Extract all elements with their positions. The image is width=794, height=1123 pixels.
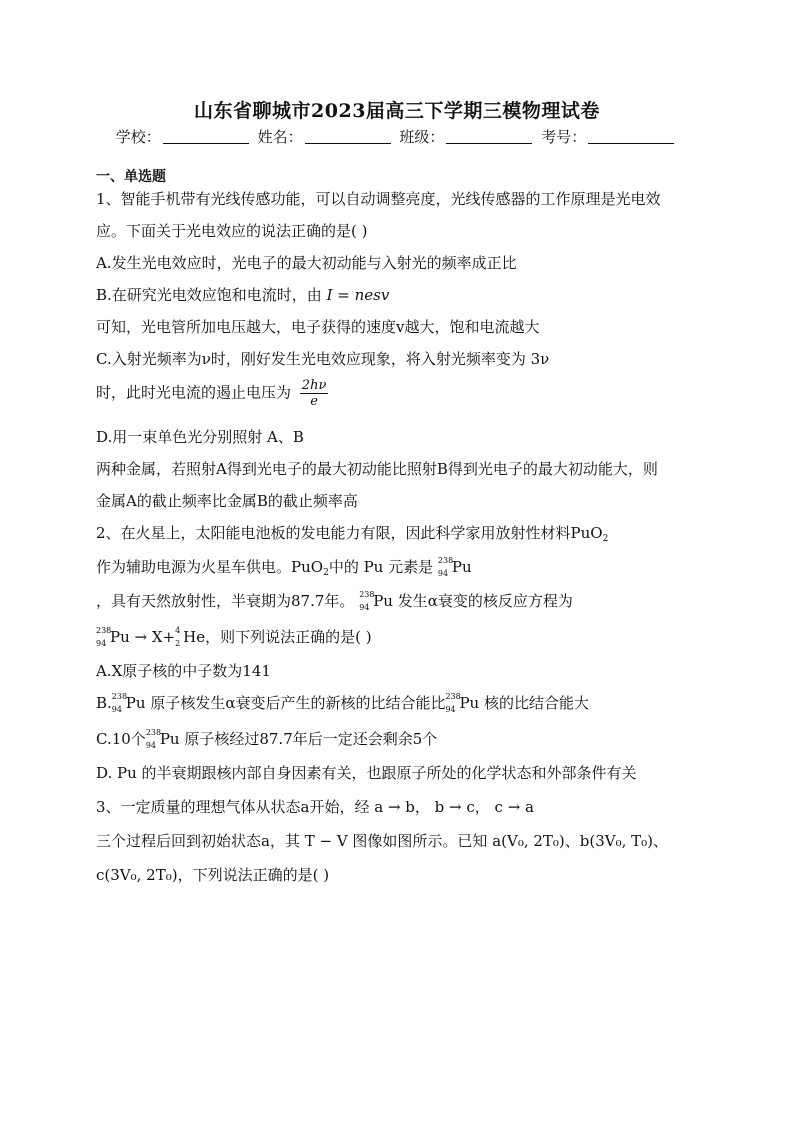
q2-stem-text: ，则下列说法正确的是( ) [205,628,372,646]
q1-option-b [96,284,389,305]
q2-option-b [96,692,589,714]
class-blank[interactable] [446,129,532,144]
q1-option-b-cont: 可知，光电管所加电压越大，电子获得的速度v越大，饱和电流越大 [96,318,540,336]
q1-stem-line2: 应。下面关于光电效应的说法正确的是( ) [96,222,368,240]
q2-stem-text: 2、在火星上，太阳能电池板的发电能力有限，因此科学家用放射性材料 [96,524,571,542]
option-text: C.10个 [96,730,146,748]
option-text: Pu 核的比结合能大 [459,694,589,712]
q2-option-d: D. Pu 的半衰期跟核内部自身因素有关，也跟原子所处的化学状态和外部条件有关 [96,764,637,782]
q2-stem-text: Pu 发生α衰变的核反应方程为 [373,592,573,610]
student-info-row [0,126,794,147]
q3-stem-line3: c(3V₀, 2T₀)，下列说法正确的是( ) [96,866,330,884]
fraction-numerator: 2hν [301,378,327,393]
atomic-number: 94 [145,741,156,750]
pu238-nuclide [145,728,162,750]
pu238-nuclide [437,556,454,578]
puo2-formula: PuO [291,558,324,576]
atomic-number: 94 [96,639,107,648]
mass-number: 238 [445,692,461,701]
exam-number-label: 考号： [541,128,587,146]
puo2-formula: PuO [570,524,603,542]
q1-option-b-text: B.在研究光电效应饱和电流时，由 [96,286,322,304]
pu-symbol: Pu [451,558,472,576]
pu238-nuclide [111,692,128,714]
section-heading: 一、单选题 [96,169,166,185]
option-label: B. [96,694,112,712]
option-text: Pu 原子核经过87.7年后一定还会剩余5个 [159,730,438,748]
school-blank[interactable] [163,129,249,144]
q2-equation-line [96,626,372,648]
q1-option-b-formula: I = nesv [326,286,390,304]
option-text: Pu 原子核发生α衰变后产生的新核的比结合能比 [125,694,446,712]
subscript-2: 2 [602,534,609,544]
he4-nuclide [175,626,183,648]
exam-number-blank[interactable] [588,129,674,144]
mass-number: 238 [145,728,162,737]
mass-number: 4 [175,626,181,635]
mass-number: 238 [437,556,454,565]
atomic-number: 94 [437,569,449,578]
school-label: 学校： [115,128,161,146]
fraction-denominator: e [310,394,318,409]
q1-option-a: A.发生光电效应时，光电子的最大初动能与入射光的频率成正比 [96,254,517,272]
q2-stem-text: 中的 Pu 元素是 [328,558,434,576]
mass-number: 238 [359,590,375,599]
q1-option-c-fraction [300,378,329,409]
subscript-2: 2 [323,568,329,578]
atomic-number: 94 [359,603,370,612]
q1-option-d: D.用一束单色光分别照射 A、B [96,428,304,446]
q2-stem-line1 [96,522,608,544]
atomic-number: 2 [175,639,181,648]
pu238-nuclide [445,692,461,714]
q2-stem-text: ，具有天然放射性，半衰期为87.7年。 [96,592,355,610]
exam-title: 山东省聊城市2023届高三下学期三模物理试卷 [194,100,600,122]
q2-stem-line2 [96,556,472,578]
mass-number: 238 [96,626,112,635]
decay-equation: Pu → X+ [110,628,176,646]
q1-option-d-cont1: 两种金属，若照射A得到光电子的最大初动能比照射B得到光电子的最大初动能大，则 [96,460,658,478]
he-symbol: He [183,628,206,646]
q2-stem-line3 [96,590,573,612]
pu238-nuclide [96,626,112,648]
q1-option-c-text: 时，此时光电流的遏止电压为 [96,383,292,402]
q3-stem-line2: 三个过程后回到初始状态a，其 T − V 图像如图所示。已知 a(V₀, 2T₀)、b(3V₀, T₀)、 [96,832,669,850]
class-label: 班级： [399,128,445,146]
name-label: 姓名： [257,128,303,146]
name-blank[interactable] [305,129,391,144]
q1-option-c-cont [96,378,328,409]
q2-option-a: A.X原子核的中子数为141 [96,662,271,680]
atomic-number: 94 [445,705,456,714]
q1-option-c: C.入射光频率为ν时，刚好发生光电效应现象，将入射光频率变为 3ν [96,350,550,368]
pu238-nuclide [359,590,375,612]
q2-option-c [96,728,437,750]
mass-number: 238 [111,692,128,701]
q1-option-d-cont2: 金属A的截止频率比金属B的截止频率高 [96,492,358,510]
atomic-number: 94 [111,705,122,714]
q2-stem-text: 作为辅助电源为火星车供电。 [96,558,292,576]
q1-stem-line1: 1、智能手机带有光线传感功能，可以自动调整亮度，光线传感器的工作原理是光电效 [96,190,661,208]
q3-stem-line1: 3、一定质量的理想气体从状态a开始，经 a → b， b → c， c → a [96,798,534,816]
